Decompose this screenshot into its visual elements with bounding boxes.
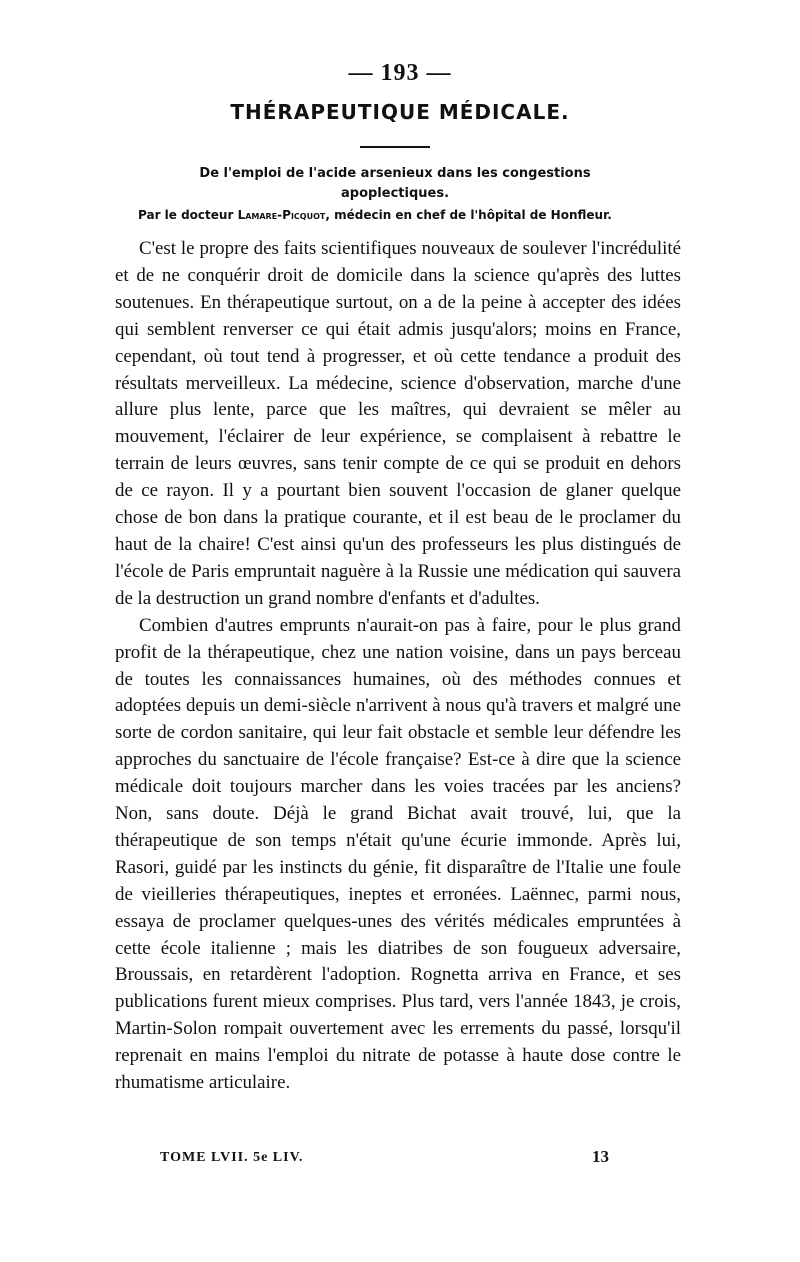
byline-suffix: , médecin en chef de l'hôpital de Honfleur.	[325, 208, 612, 222]
byline-author: Lamare-Picquot	[237, 208, 326, 222]
paragraph: Combien d'autres emprunts n'aurait-on pas à faire, pour le plus grand profit de la thérapeutique, chez une nation voisine, dans un pays berceau de toutes les connaissances humaines, où des méthodes connues et adoptées depuis un demi-siècle n'arrivent à nous qu'à travers et malgré une sorte de cordon sanitaire, qui leur fait obstacle et semble leur défendre les approches du sanctuaire de l'école française? Est-ce à dire que la science médicale doit toujours marcher dans les voies tracées par les anciens? Non, sans doute. Déjà le grand Bichat avait trouvé, lui, que la thérapeutique de son temps n'était qu'une écurie immonde. Après lui, Rasori, guidé par les instincts du génie, fit disparaître de l'Italie une foule de vieilleries thérapeutiques, ineptes et erronées. Laënnec, parmi nous, essaya de proclamer quelques-unes des vérités médicales empruntées à cette école italienne ; mais les diatribes de son fougueux adversaire, Broussais, en retardèrent l'adoption. Rognetta arriva en France, et ses publications furent mieux comprises. Plus tard, vers l'année 1843, je crois, Martin-Solon rompait ouvertement avec les errements du passé, lorsqu'il reprenait en mains l'emploi du nitrate de potasse à haute dose contre le rhumatisme articulaire.	[115, 614, 681, 1094]
volume-footer: TOME LVII. 5e LIV.	[160, 1150, 304, 1165]
section-title: THÉRAPEUTIQUE MÉDICALE.	[230, 100, 570, 124]
paragraph: C'est le propre des faits scientifiques nouveaux de soulever l'incrédulité et de ne conquérir droit de domicile dans la science qu'après des luttes soutenues. En thérapeutique surtout, on a de la peine à accepter des idées qui semblent renverser ce qui était admis jusqu'alors; moins en France, cependant, où tout tend à progresser, et où cette tendance a produit des résultats merveilleux. La médecine, science d'observation, marche d'une allure plus lente, parce que les maîtres, qui devraient se mêler au mouvement, l'éclairer de leur expérience, se complaisent à rebattre le terrain de leurs œuvres, sans tenir compte de ce qui se produit en dehors de ce rayon. Il y a pourtant bien souvent l'occasion de glaner quelque chose de bon dans la pratique courante, et il est beau de le proclamer du haut de la chaire! C'est ainsi qu'un des professeurs les plus distingués de l'école de Paris empruntait naguère à la Russie une médication qui sauvera de la destruction un grand nombre d'enfants et d'adultes.	[115, 238, 681, 609]
article-title: De l'emploi de l'acide arsenieux dans les congestions apoplectiques.	[199, 166, 591, 201]
signature-number: 13	[592, 1147, 609, 1166]
byline-prefix: Par le docteur	[138, 208, 238, 222]
title-rule	[360, 146, 430, 148]
page-number: — 193 —	[348, 60, 452, 86]
byline	[138, 208, 698, 222]
article-body	[115, 236, 681, 1097]
